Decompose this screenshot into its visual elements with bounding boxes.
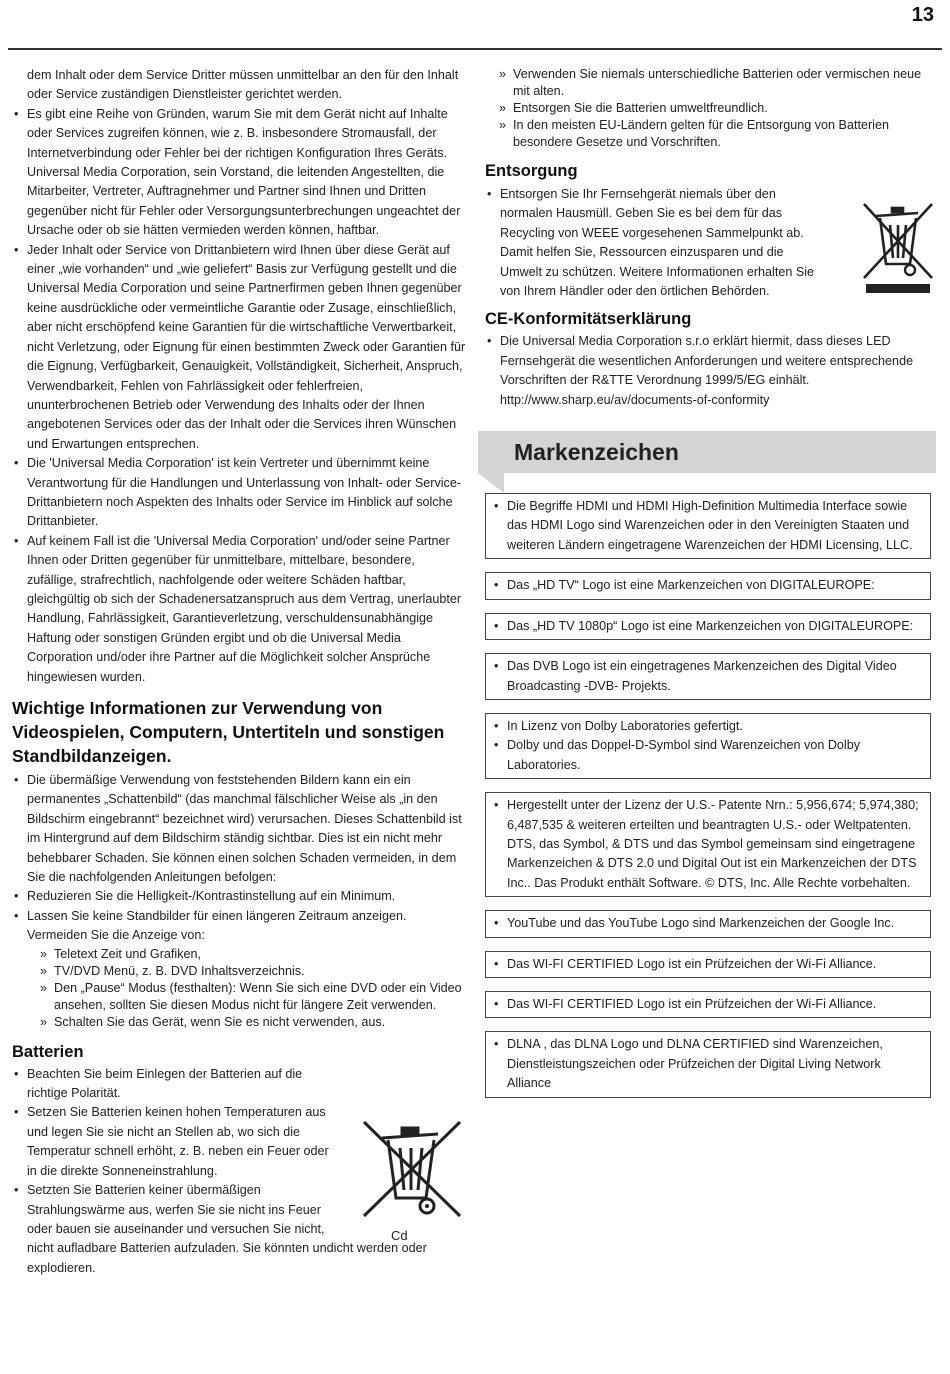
- trademark-box-dts: [485, 792, 931, 897]
- trademark-box-hdtv: [485, 572, 931, 599]
- list-item: • Jeder Inhalt oder Service von Drittanbietern wird Ihnen über diese Gerät auf einer „wie vorhanden“ und „wie geliefert“ Basis zur Verfügung gestellt und die Universal Media Corporation und seine Partnerfirmen geben Ihnen gegenüber keine ausdrückliche oder vermeintliche Garantie oder Zusage, einschließlich, aber nicht erschöpfend keine Garantien für die wirtschaftliche Verwertbarkeit, nicht Verletzung, oder Eignung für einen bestimmten Zweck oder Garantien für die Eignung, Verfügbarkeit, Genauigkeit, Vollständigkeit, Sicherheit, Anspruch, Verwendbarkeit, Fehlen von Fahrlässigkeit oder fehlerfreien, ununterbrochenen Betrieb oder Verwendung des Inhalts oder der Ihnen angebotenen Services oder das der Inhalt oder die Services ihren Wünschen und Erwartungen entsprechen.: [12, 241, 468, 454]
- sub-list-item: » Teletext Zeit und Grafiken,: [12, 946, 468, 963]
- list-item: • Das „HD TV 1080p“ Logo ist eine Markenzeichen von DIGITALEUROPE:: [492, 617, 922, 636]
- list-item: • Die übermäßige Verwendung von feststehenden Bildern kann ein ein permanentes „Schattenbild“ (das manchmal fälschlicher Weise als „in den Bildschirm eingebrannt“ bezeichnet wird) verursachen. Dieses Schattenbild ist im Hintergrund auf dem Bildschirm ständig sichtbar. Dies ist ein nicht mehr behebbarer Schaden. Sie können einen solchen Schaden vermeiden, in dem Sie die nachfolgenden Anleitungen befolgen:: [12, 771, 468, 887]
- list-item: • Es gibt eine Reihe von Gründen, warum Sie mit dem Gerät nicht auf Inhalte oder Services zugreifen können, wie z. B. insbesondere Stromausfall, der Internetverbindung oder Fehler bei der richtigen Konfiguration Ihres Geräts. Universal Media Corporation, sein Vorstand, die leitenden Angestellten, die Mitarbeiter, Vertreter, Auftragnehmer und Partner sind Ihnen und Dritten gegenüber nicht für Fehler oder Versorgungsunterbrechungen ungeachtet der Ursache oder ob sie hätten vermieden werden können, haftbar.: [12, 105, 468, 241]
- trademarks-heading: Markenzeichen: [514, 439, 679, 466]
- trademark-box-dlna: [485, 1031, 931, 1097]
- games-list: [12, 771, 468, 946]
- ce-list: [485, 332, 937, 410]
- left-column: [12, 66, 468, 1278]
- list-item: • Setzten Sie Batterien keiner übermäßigen Strahlungswärme aus, werfen Sie sie nicht ins Feuer oder bauen sie auseinander und versuchen Sie nicht,: [12, 1181, 330, 1239]
- list-item: • Die 'Universal Media Corporation' ist kein Vertreter und übernimmt keine Verantwortung für die Handlungen und Unterlassung von Inhalt- oder Service-Drittanbietern noch Aspekten des Inhalts oder Service im Hinblick auf solche Drittanbieter.: [12, 454, 468, 532]
- batteries-list: [12, 1065, 330, 1240]
- trademark-box-youtube: [485, 910, 931, 937]
- list-item: • Das DVB Logo ist ein eingetragenes Markenzeichen des Digital Video Broadcasting -DVB- Projekts.: [492, 657, 922, 696]
- games-sub-list: [12, 946, 468, 1031]
- list-item: • Die Begriffe HDMI und HDMI High-Definition Multimedia Interface sowie das HDMI Logo sind Warenzeichen oder in den Vereinigten Staaten und weiteren Ländern eingetragene Warenzeichen der HDMI Licensing, LLC.: [492, 497, 922, 555]
- intro-paragraph: dem Inhalt oder dem Service Dritter müssen unmittelbar an den für den Inhalt oder Service zuständigen Dienstleister gerichtet werden.: [27, 68, 459, 102]
- list-item: • Lassen Sie keine Standbilder für einen längeren Zeitraum anzeigen. Vermeiden Sie die Anzeige von:: [12, 907, 468, 946]
- list-item: • YouTube und das YouTube Logo sind Markenzeichen der Google Inc.: [492, 914, 922, 933]
- trademark-box-hdmi: [485, 493, 931, 559]
- list-item: • Auf keinem Fall ist die 'Universal Media Corporation' und/oder seine Partner Ihnen oder Dritten gegenüber für unmittelbare, mittelbare, besondere, zufällige, strafrechtlich, nachfolgende oder weitere Schäden haftbar, gleichgültig ob sich der Schadenersatzanspruch aus dem Vertrag, unerlaubter Handlung, Fahrlässigkeit, Garantieverletzung, verschuldensunabhängige Haftung oder sonstigen Gründen ergibt und ob die Universal Media Corporation und/oder ihre Partner auf die Möglichkeit solcher Ansprüche hingewiesen wurden.: [12, 532, 468, 687]
- disposal-list: [485, 185, 825, 301]
- list-item: • DLNA , das DLNA Logo und DLNA CERTIFIED sind Warenzeichen, Dienstleistungszeichen oder Prüfzeichen der Digital Living Network Alliance: [492, 1035, 922, 1093]
- games-heading: Wichtige Informationen zur Verwendung von Videospielen, Computern, Untertiteln und sonstigen Standbildanzeigen.: [12, 698, 445, 766]
- cd-label: Cd: [391, 1228, 408, 1243]
- list-item: • Entsorgen Sie Ihr Fernsehgerät niemals über den normalen Hausmüll. Geben Sie es bei dem für das Recycling von WEEE vorgesehenen Sammelpunkt ab. Damit helfen Sie, Ressourcen einzusparen und die Umwelt zu schützen. Weitere Informationen erhalten Sie von Ihrem Händler oder den örtlichen Behörden.: [485, 185, 825, 301]
- list-item: • Dolby und das Doppel-D-Symbol sind Warenzeichen von Dolby Laboratories.: [492, 736, 922, 775]
- sub-list-item: » Verwenden Sie niemals unterschiedliche Batterien oder vermischen neue mit alten.: [471, 66, 937, 100]
- list-item: • Hergestellt unter der Lizenz der U.S.- Patente Nrn.: 5,956,674; 5,974,380; 6,487,535 & weiteren erteilten und beantragten U.S.- oder Weltpatenten. DTS, das Symbol, & DTS und das Symbol gemeinsam sind eingetragene Markenzeichen & DTS 2.0 und Digital Out ist ein Markenzeichen der DTS Inc.. Das Produkt enthält Software. © DTS, Inc. Alle Rechte vorbehalten.: [492, 796, 922, 893]
- list-item: • Das WI-FI CERTIFIED Logo ist ein Prüfzeichen der Wi-Fi Alliance.: [492, 955, 922, 974]
- weee-crossed-bin-icon: [862, 202, 934, 296]
- battery-crossed-bin-icon: [360, 1120, 464, 1250]
- list-item: • Setzen Sie Batterien keinen hohen Temperaturen aus und legen Sie sie nicht an Stellen ab, wo sich die Temperatur schnell erhöht, z. B. neben ein Feuer oder in die direkte Sonneneinstrahlung.: [12, 1103, 330, 1181]
- list-item: • Die Universal Media Corporation s.r.o erklärt hiermit, dass dieses LED Fernsehgerät die wesentlichen Anforderungen und weitere entsprechende Vorschriften der R&TTE Verordnung 1999/5/EG einhält. http://www.sharp.eu/av/documents-of-conformity: [485, 332, 937, 410]
- services-list: [12, 105, 468, 687]
- list-item: • Reduzieren Sie die Helligkeit-/Kontrastinstellung auf ein Minimum.: [12, 887, 468, 906]
- sub-list-item: » TV/DVD Menü, z. B. DVD Inhaltsverzeichnis.: [12, 963, 468, 980]
- sub-list-item: » Schalten Sie das Gerät, wenn Sie es nicht verwenden, aus.: [12, 1014, 468, 1031]
- batteries-tail: nicht aufladbare Batterien aufzuladen. Sie könnten undicht werden oder explodieren.: [27, 1241, 427, 1275]
- list-item: • Beachten Sie beim Einlegen der Batterien auf die richtige Polarität.: [12, 1065, 330, 1104]
- list-item: • Das WI-FI CERTIFIED Logo ist ein Prüfzeichen der Wi-Fi Alliance.: [492, 995, 922, 1014]
- page-number: 13: [911, 4, 934, 26]
- trademark-box-hdtv1080: [485, 613, 931, 640]
- ce-heading: CE-Konformitätserklärung: [485, 310, 692, 329]
- banner-notch-icon: [478, 473, 504, 493]
- sub-list-item: » In den meisten EU-Ländern gelten für die Entsorgung von Batterien besondere Gesetze und Vorschriften.: [471, 117, 937, 151]
- header-rule: [8, 48, 942, 50]
- trademark-box-wifi: [485, 991, 931, 1018]
- trademark-box-dolby: [485, 713, 931, 779]
- trademark-box-dvb: [485, 653, 931, 700]
- battery-sub-list: [471, 66, 937, 151]
- disposal-heading: Entsorgung: [485, 162, 578, 180]
- list-item: • Das „HD TV“ Logo ist eine Markenzeichen von DIGITALEUROPE:: [492, 576, 922, 595]
- sub-list-item: » Entsorgen Sie die Batterien umweltfreundlich.: [471, 100, 937, 117]
- trademarks-banner: [478, 431, 936, 473]
- trademark-boxes: [485, 493, 931, 1098]
- trademark-box-wifi: [485, 951, 931, 978]
- list-item: • In Lizenz von Dolby Laboratories gefertigt.: [492, 717, 922, 736]
- sub-list-item: » Den „Pause“ Modus (festhalten): Wenn Sie sich eine DVD oder ein Video ansehen, sollten Sie diesen Modus nicht für längere Zeit verwenden.: [12, 980, 468, 1014]
- batteries-heading: Batterien: [12, 1042, 84, 1061]
